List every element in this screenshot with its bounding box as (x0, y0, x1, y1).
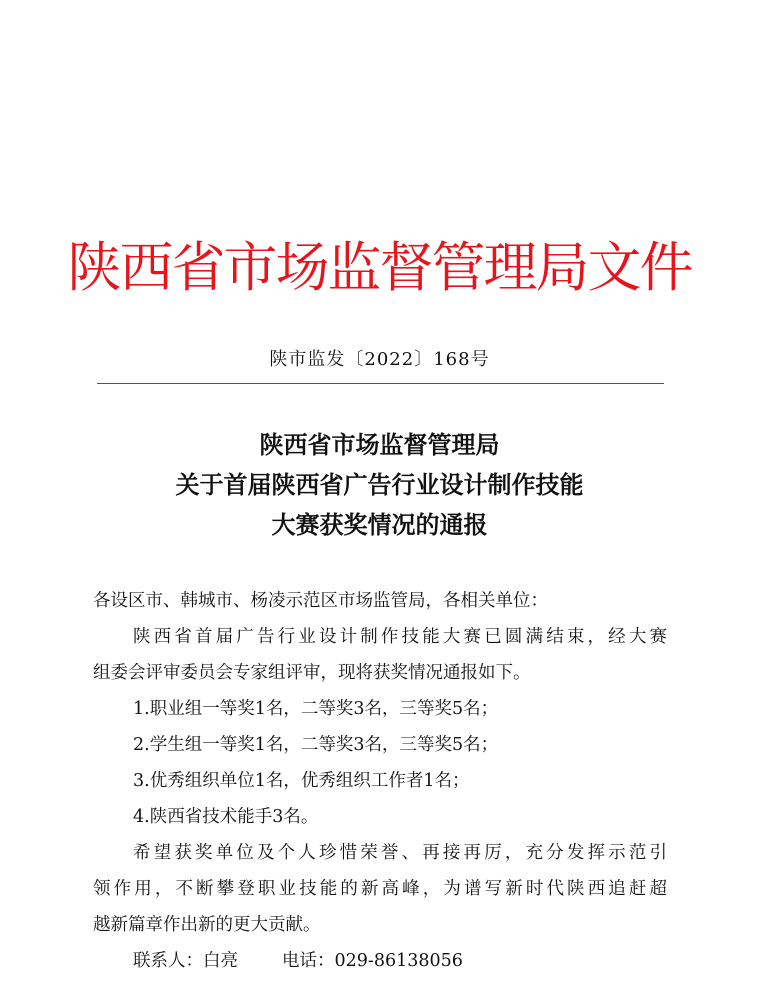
paragraph-2-line-3: 越新篇章作出新的更大贡献。 (93, 915, 321, 935)
contact-line (93, 943, 667, 979)
award-item-3: 3.优秀组织单位1名，优秀组织工作者1名； (133, 771, 470, 791)
paragraph-1-line-1: 陕西省首届广告行业设计制作技能大赛已圆满结束，经大赛 (133, 627, 667, 647)
document-number: 陕市监发〔2022〕168号 (269, 349, 490, 370)
award-item-2: 2.学生组一等奖1名，二等奖3名，三等奖5名； (133, 735, 499, 755)
contact-person: 联系人：白亮 (133, 951, 238, 971)
header-divider-line (97, 383, 664, 384)
notice-title-line-2: 关于首届陕西省广告行业设计制作技能 (175, 470, 584, 499)
contact-phone: 电话：029-86138056 (282, 951, 463, 971)
notice-title-line-3: 大赛获奖情况的通报 (271, 510, 488, 539)
award-item-1: 1.职业组一等奖1名，二等奖3名，三等奖5名； (133, 699, 499, 719)
paragraph-2-line-2: 领作用，不断攀登职业技能的新高峰，为谱写新时代陕西追赶超 (93, 879, 667, 899)
award-item-4: 4.陕西省技术能手3名。 (133, 807, 319, 827)
salutation: 各设区市、韩城市、杨凌示范区市场监管局，各相关单位： (93, 591, 548, 611)
notice-title (0, 425, 759, 545)
notice-body (93, 583, 667, 979)
paragraph-1-line-2: 组委会评审委员会专家组评审，现将获奖情况通报如下。 (93, 663, 531, 683)
document-header-title: 陕西省市场监督管理局文件 (67, 236, 692, 299)
notice-title-line-1: 陕西省市场监督管理局 (259, 430, 500, 459)
paragraph-2-line-1: 希望获奖单位及个人珍惜荣誉、再接再厉，充分发挥示范引 (133, 843, 667, 863)
